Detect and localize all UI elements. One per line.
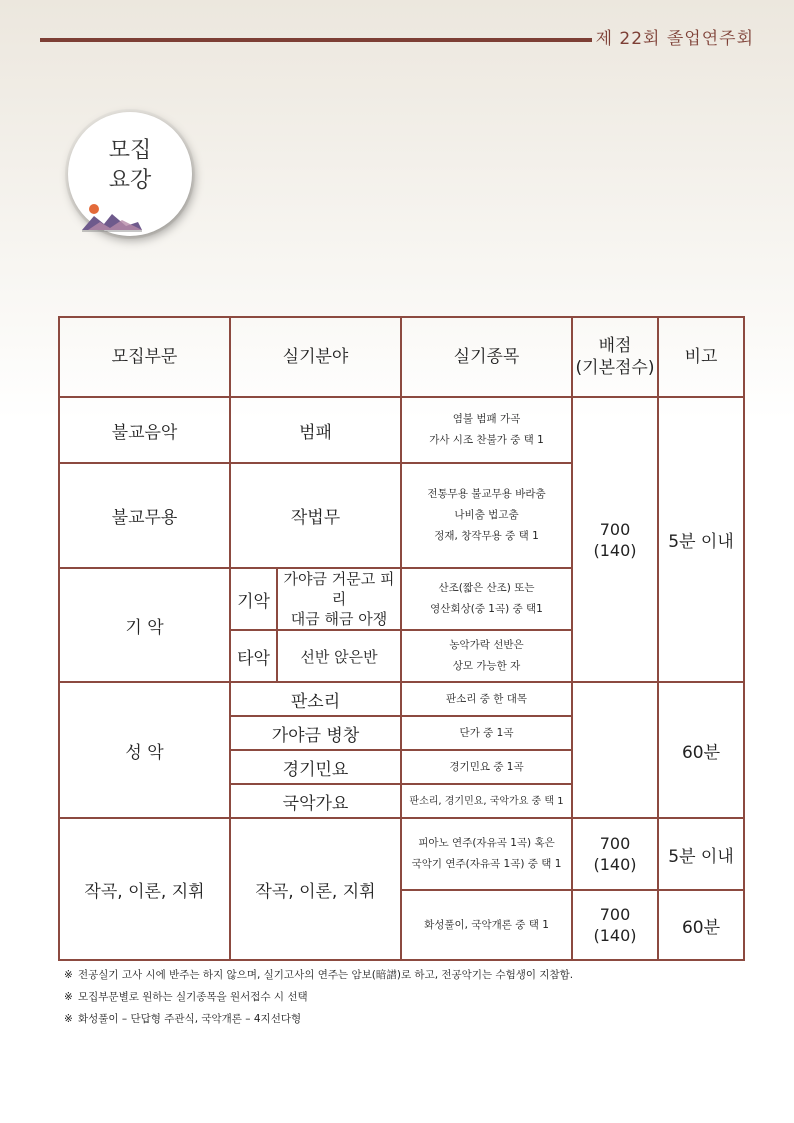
note-text: 화성풀이 – 단답형 주관식, 국악개론 – 4지선다형: [78, 1013, 302, 1025]
item-vocal-4: 판소리, 경기민요, 국악가요 중 택 1: [401, 784, 572, 818]
field-melodic-label: 기악: [230, 568, 277, 630]
division-buddhist-dance: 불교무용: [59, 463, 230, 568]
recruitment-table: [58, 316, 745, 961]
note-line: [64, 964, 573, 986]
item-melodic: 산조(짧은 산조) 또는 영산회상(중 1곡) 중 택1: [401, 568, 572, 630]
header-title: 제 22회 졸업연주회: [595, 29, 754, 49]
header-field: 실기분야: [230, 317, 401, 397]
field-buddhist-music: 범패: [230, 397, 401, 463]
score-shared: 700 (140): [572, 397, 658, 682]
remark-shared: 5분 이내: [658, 397, 744, 682]
division-buddhist-music: 불교음악: [59, 397, 230, 463]
note-line: [64, 1008, 573, 1030]
header-rule: [40, 38, 592, 42]
note-line: [64, 986, 573, 1008]
score-composition-1: 700 (140): [572, 818, 658, 890]
division-vocal: 성 악: [59, 682, 230, 818]
score-composition-2: 700 (140): [572, 890, 658, 960]
item-buddhist-dance: 전통무용 불교무용 바라춤 나비춤 법고춤 정재, 창작무용 중 택 1: [401, 463, 572, 568]
field-vocal-4: 국악가요: [230, 784, 401, 818]
section-badge: [68, 112, 192, 236]
item-composition-2: 화성풀이, 국악개론 중 택 1: [401, 890, 572, 960]
division-instrumental: 기 악: [59, 568, 230, 682]
note-mark: ※: [64, 1013, 73, 1025]
field-vocal-2: 가야금 병창: [230, 716, 401, 750]
field-vocal-3: 경기민요: [230, 750, 401, 784]
remark-composition-2: 60분: [658, 890, 744, 960]
field-vocal-1: 판소리: [230, 682, 401, 716]
item-composition-1: 피아노 연주(자유곡 1곡) 혹은 국악기 연주(자유곡 1곡) 중 택 1: [401, 818, 572, 890]
remark-vocal: 60분: [658, 682, 744, 818]
header-item: 실기종목: [401, 317, 572, 397]
item-vocal-2: 단가 중 1곡: [401, 716, 572, 750]
mountain-sun-illustration: [82, 200, 142, 232]
division-composition: 작곡, 이론, 지휘: [59, 818, 230, 960]
remark-composition-1: 5분 이내: [658, 818, 744, 890]
item-vocal-1: 판소리 중 한 대목: [401, 682, 572, 716]
field-percussion-instruments: 선반 앉은반: [277, 630, 401, 682]
header-remark: 비고: [658, 317, 744, 397]
note-text: 전공실기 고사 시에 반주는 하지 않으며, 실기고사의 연주는 암보(暗譜)로 하고, 전공악기는 수험생이 지참함.: [78, 969, 574, 981]
header-division: 모집부문: [59, 317, 230, 397]
item-percussion: 농악가락 선반은 상모 가능한 자: [401, 630, 572, 682]
field-percussion-label: 타악: [230, 630, 277, 682]
note-mark: ※: [64, 991, 73, 1003]
score-vocal-empty: [572, 682, 658, 818]
note-text: 모집부문별로 원하는 실기종목을 원서접수 시 선택: [78, 991, 308, 1003]
field-composition: 작곡, 이론, 지휘: [230, 818, 401, 960]
badge-title: 모집 요강: [108, 138, 152, 193]
item-buddhist-music: 염불 범패 가곡 가사 시조 찬불가 중 택 1: [401, 397, 572, 463]
field-buddhist-dance: 작법무: [230, 463, 401, 568]
notes: [64, 964, 573, 1030]
item-vocal-3: 경기민요 중 1곡: [401, 750, 572, 784]
note-mark: ※: [64, 969, 73, 981]
header-score: 배점 (기본점수): [572, 317, 658, 397]
field-melodic-instruments: 가야금 거문고 피리 대금 해금 아쟁: [277, 568, 401, 630]
